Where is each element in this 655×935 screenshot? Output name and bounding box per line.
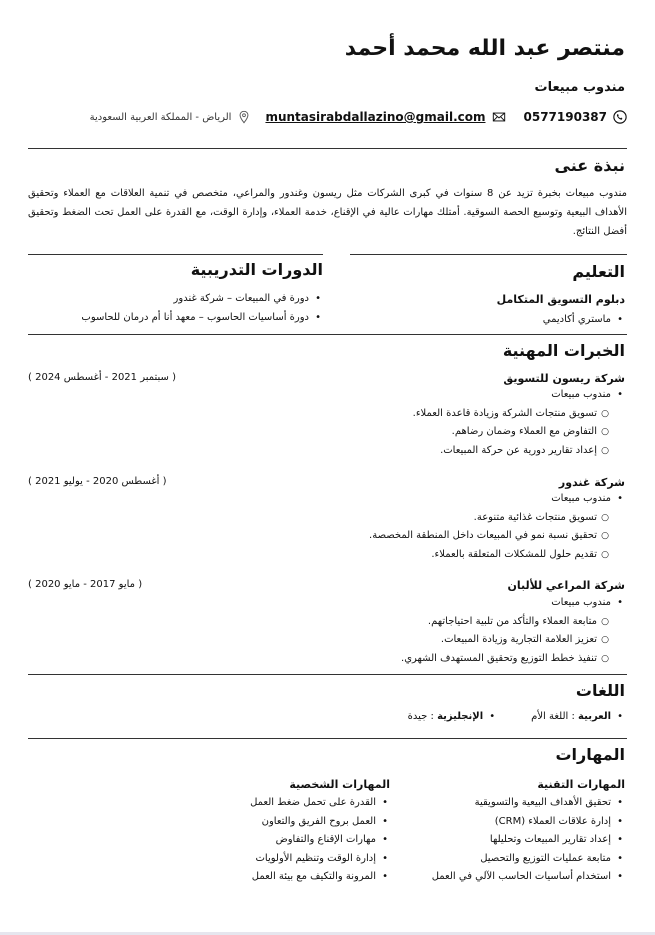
list-item: • دورة في المبيعات – شركة غندور <box>81 290 323 309</box>
language-level: : اللغة الأم <box>531 711 575 722</box>
technical-skills-list <box>432 794 625 887</box>
personal-skills-list <box>250 794 390 887</box>
degree-title: دبلوم التسويق المتكامل <box>496 293 625 306</box>
list-item: • تحقيق الأهداف البيعية والتسويقية <box>432 794 625 813</box>
job-details <box>369 490 625 564</box>
divider <box>28 254 323 255</box>
education-heading: التعليم <box>572 262 625 281</box>
list-item: ○ تعزيز العلامة التجارية وزيادة المبيعات. <box>401 631 611 650</box>
list-item: ○ تسويق منتجات الشركة وزيادة قاعدة العملاء. <box>413 405 611 424</box>
job-dates: ( مايو 2017 - مايو 2020 ) <box>28 579 143 590</box>
list-item: • متابعة عمليات التوزيع والتحصيل <box>432 850 625 869</box>
list-item: • إدارة الوقت وتنظيم الأولويات <box>250 850 390 869</box>
divider <box>28 674 627 675</box>
location-text: الرياض - المملكة العربية السعودية <box>89 111 232 123</box>
location-pin-icon <box>237 110 251 124</box>
list-item: • القدرة على تحمل ضغط العمل <box>250 794 390 813</box>
candidate-name: منتصر عبد الله محمد أحمد <box>344 36 625 61</box>
list-item: ○ متابعة العملاء والتأكد من تلبية احتياجاتهم. <box>401 613 611 632</box>
divider <box>28 738 627 739</box>
list-item: ○ التفاوض مع العملاء وضمان رضاهم. <box>413 423 611 442</box>
list-item: ○ تسويق منتجات غذائية متنوعة. <box>369 509 611 528</box>
job-dates: ( سبتمبر 2021 - أغسطس 2024 ) <box>28 372 177 383</box>
languages-heading: اللغات <box>575 681 625 700</box>
company-name: شركة ريسون للتسويق <box>503 372 625 385</box>
language-name: الإنجليزية <box>437 711 484 722</box>
job-title: مندوب مبيعات <box>534 80 625 95</box>
summary-text: مندوب مبيعات بخبرة تزيد عن 8 سنوات في كبرى الشركات مثل ريسون وغندور والمراعي، متخصص في تنمية العلاقات مع العملاء وتحقيق الأهداف البيعية وتوسيع الحصة السوقية. أمتلك مهارات عالية في الإقناع، خدمة العملاء، وإدارة الوقت، مع القدرة على العمل تحت الضغط وتحقيق أفضل النتائج. <box>28 188 627 237</box>
company-name: شركة غندور <box>558 476 625 489</box>
list-item: • المرونة والتكيف مع بيئة العمل <box>250 868 390 887</box>
experience-heading: الخبرات المهنية <box>502 341 625 360</box>
skills-heading: المهارات <box>555 745 625 764</box>
languages-list <box>408 708 625 727</box>
divider <box>350 254 627 255</box>
list-item: • العمل بروح الفريق والتعاون <box>250 813 390 832</box>
courses-heading: الدورات التدريبية <box>190 260 323 279</box>
job-dates: ( أغسطس 2020 - يوليو 2021 ) <box>28 476 167 487</box>
phone-number[interactable]: 0577190387 <box>523 110 607 124</box>
technical-skills-heading: المهارات التقنية <box>537 778 625 791</box>
email-icon <box>492 110 506 124</box>
contact-row <box>90 110 627 124</box>
list-item: • مهارات الإقناع والتفاوض <box>250 831 390 850</box>
list-item: ○ تحقيق نسبة نمو في المبيعات داخل المنطقة المخصصة. <box>369 527 611 546</box>
language-level: : جيدة <box>407 711 434 722</box>
job-role: • مندوب مبيعات <box>401 594 625 613</box>
email-link[interactable]: muntasirabdallazino@gmail.com <box>265 110 486 124</box>
list-item: ○ تنفيذ خطط التوزيع وتحقيق المستهدف الشهري. <box>401 650 611 669</box>
divider <box>28 334 627 335</box>
phone-icon <box>613 110 627 124</box>
list-item: • ماستري أكاديمي <box>543 311 625 330</box>
list-item: • إعداد تقارير المبيعات وتحليلها <box>432 831 625 850</box>
list-item: ○ إعداد تقارير دورية عن حركة المبيعات. <box>413 442 611 461</box>
language-item <box>408 708 497 727</box>
divider <box>28 148 627 149</box>
list-item: • دورة أساسيات الحاسوب – معهد أنا أم درمان للحاسوب <box>81 309 323 328</box>
list-item: • استخدام أساسيات الحاسب الآلي في العمل <box>432 868 625 887</box>
list-item: • إدارة علاقات العملاء (CRM) <box>432 813 625 832</box>
job-role: • مندوب مبيعات <box>413 386 625 405</box>
personal-skills-heading: المهارات الشخصية <box>289 778 390 791</box>
list-item: ○ تقديم حلول للمشكلات المتعلقة بالعملاء. <box>369 546 611 565</box>
language-name: العربية <box>578 711 611 722</box>
education-list <box>543 311 625 330</box>
language-item <box>531 708 625 727</box>
job-details <box>413 386 625 460</box>
job-role: • مندوب مبيعات <box>369 490 625 509</box>
summary-heading: نبذة عنى <box>554 156 625 175</box>
company-name: شركة المراعي للألبان <box>507 579 625 592</box>
job-details <box>401 594 625 668</box>
courses-list <box>81 290 323 327</box>
